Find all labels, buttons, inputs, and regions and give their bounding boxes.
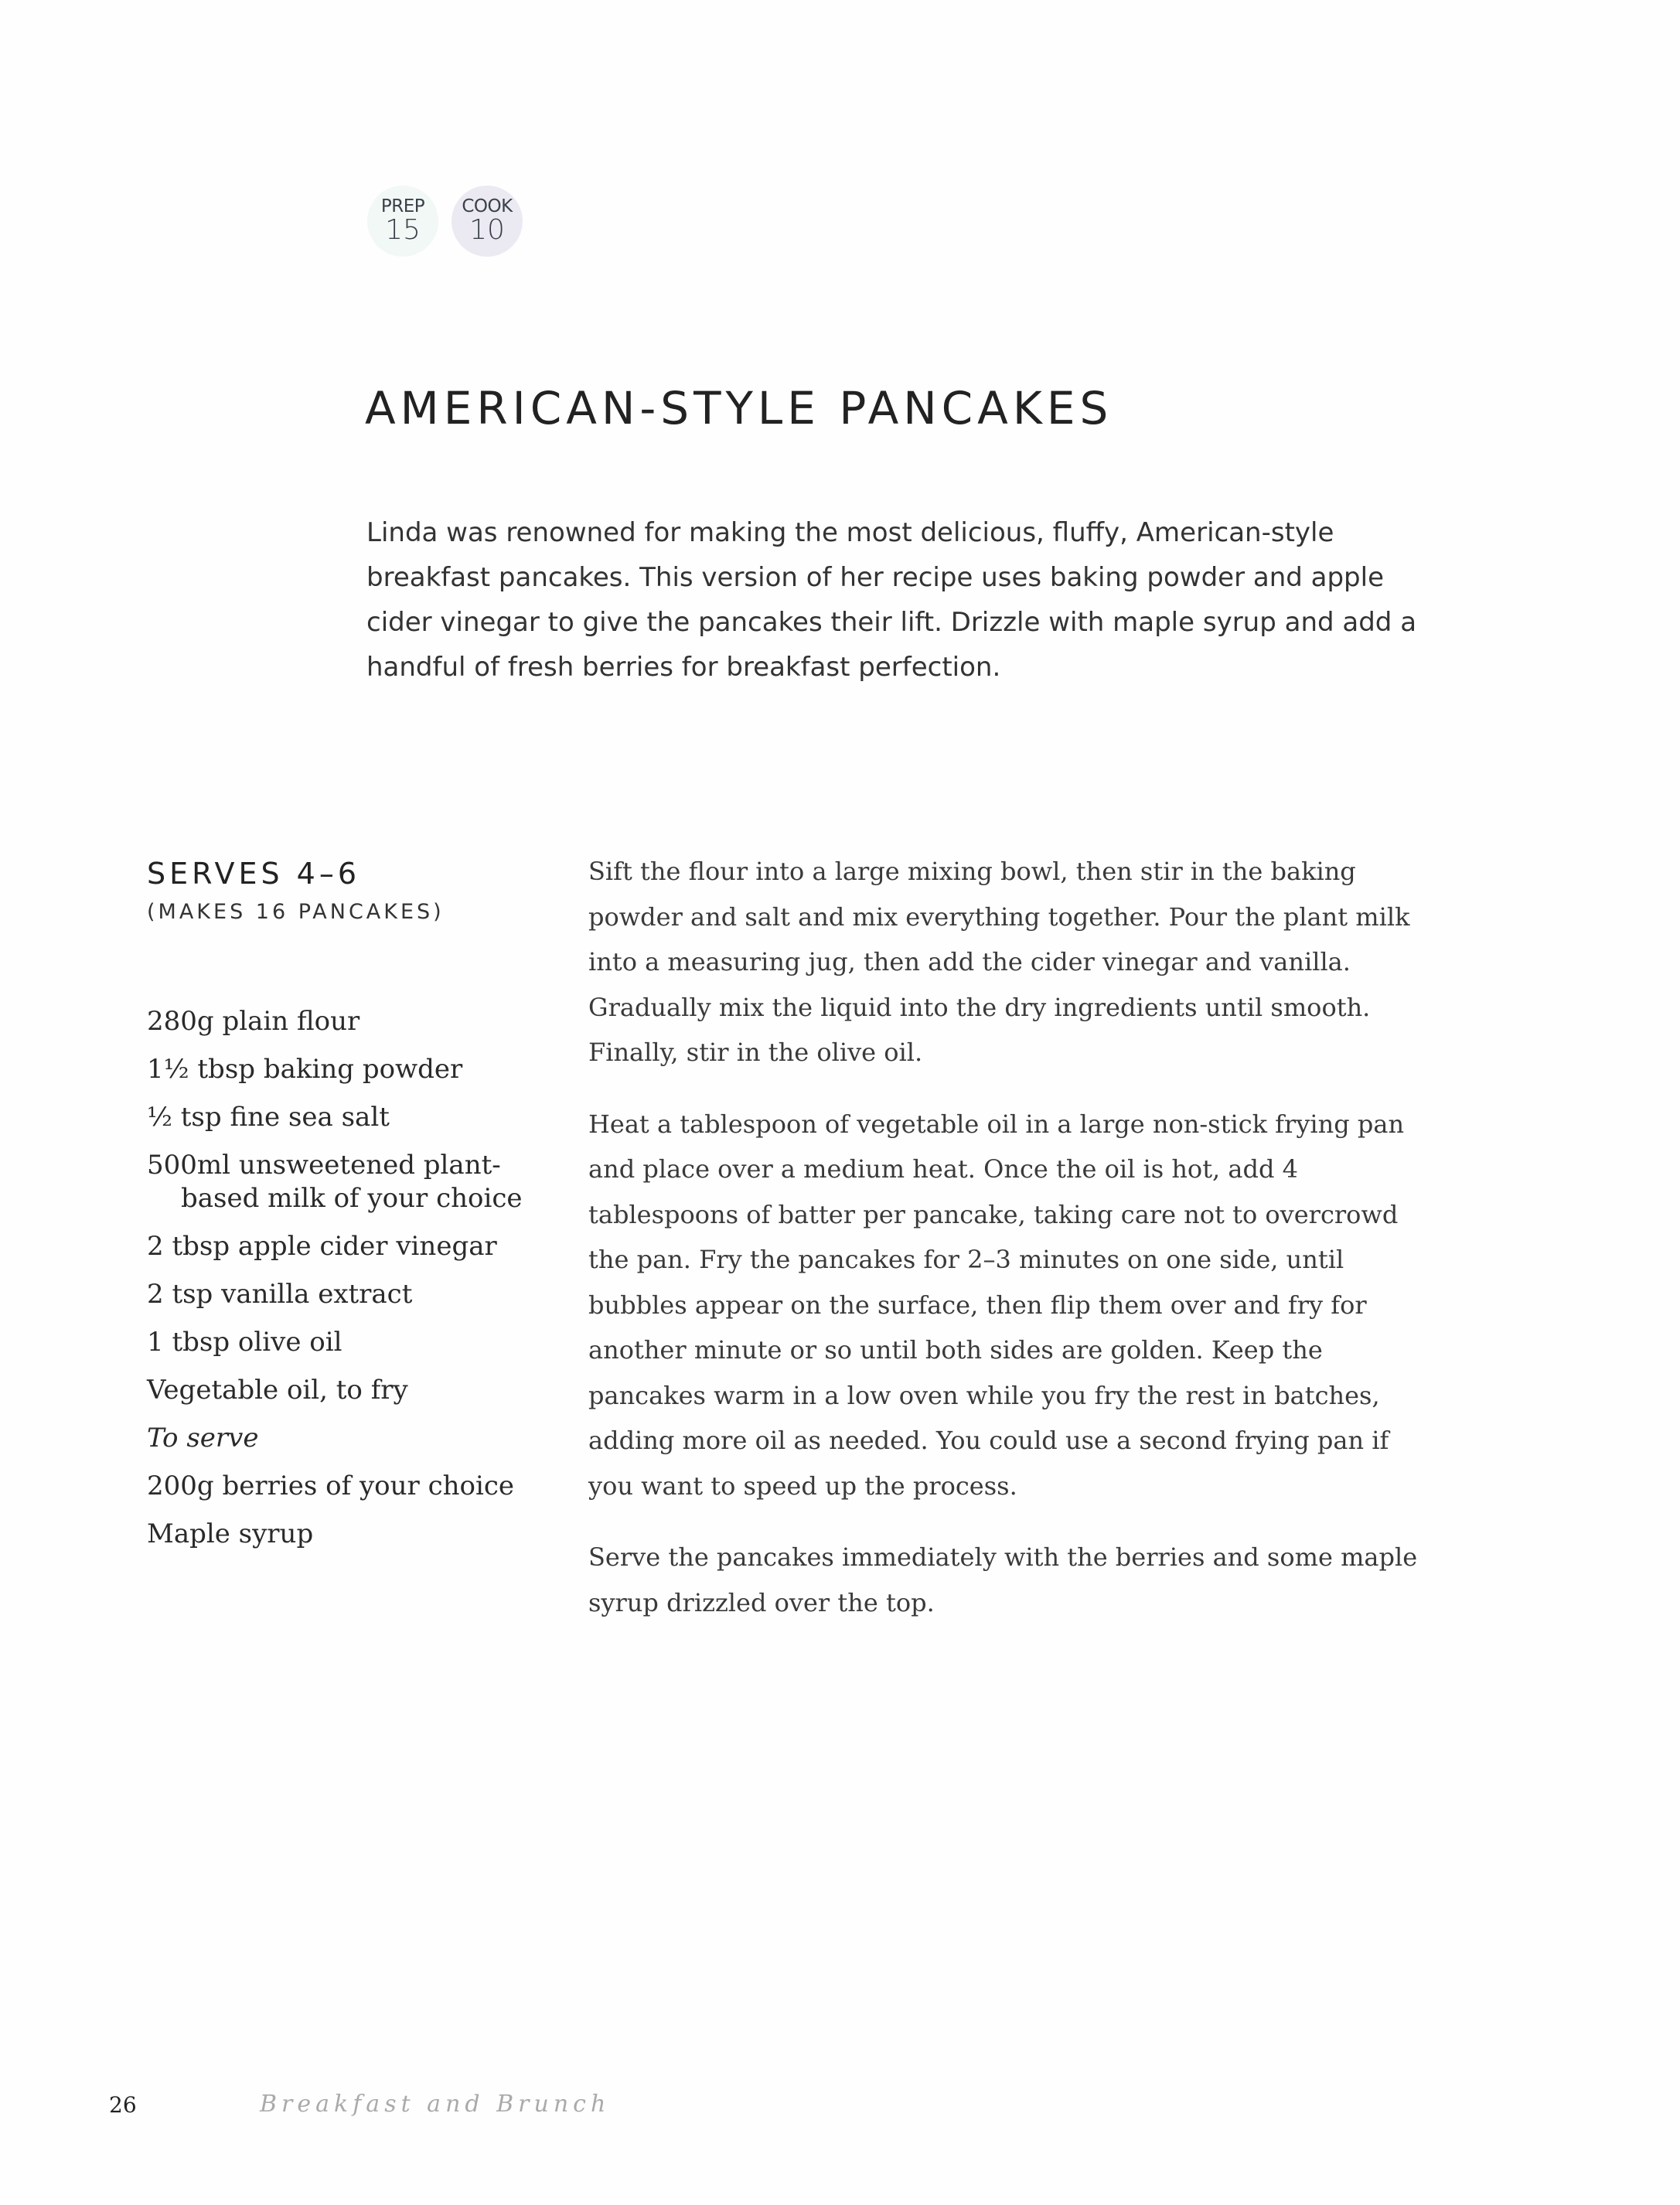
ingredient-item: 1½ tbsp baking powder [147, 1054, 463, 1085]
serves-heading: SERVES 4–6 [147, 857, 361, 891]
ingredient-list [147, 1005, 549, 1566]
cook-label: COOK [462, 196, 513, 216]
serve-item: 200g berries of your choice [147, 1471, 515, 1501]
prep-label: PREP [380, 196, 425, 216]
prep-time-badge [367, 186, 438, 257]
to-serve-heading: To serve [147, 1423, 259, 1454]
ingredient-item: 280g plain flour [147, 1006, 360, 1037]
ingredient-item: Vegetable oil, to fry [147, 1375, 408, 1406]
ingredient-item: 500ml unsweetened plant-based milk of your choice [147, 1150, 523, 1214]
section-name: Breakfast and Brunch [260, 2091, 611, 2118]
cook-time-badge [452, 186, 523, 257]
ingredient-item: 2 tsp vanilla extract [147, 1279, 413, 1310]
prep-value: 15 [385, 214, 421, 246]
method-step: Sift the flour into a large mixing bowl, then stir in the baking powder and salt and mix everything together. Pour the plant milk into a measuring jug, then add the cider vinegar and vanilla. Gradually mix the liquid into the dry ingredients until smooth. Finally, stir in the olive oil. [588, 857, 1410, 1067]
cook-value: 10 [469, 214, 505, 246]
makes-count: (MAKES 16 PANCAKES) [147, 900, 445, 924]
method-step: Heat a tablespoon of vegetable oil in a large non-stick frying pan and place over a medium heat. Once the oil is hot, add 4 tablespoons of batter per pancake, taking care not to overcrowd the pan. Fry the pancakes for 2–3 minutes on one side, until bubbles appear on the surface, then flip them over and fry for another minute or so until both sides are golden. Keep the pancakes warm in a low oven while you fry the rest in batches, adding more oil as needed. You could use a second frying pan if you want to speed up the process. [588, 1109, 1405, 1501]
method-steps [588, 849, 1423, 1651]
ingredient-item: 1 tbsp olive oil [147, 1327, 342, 1358]
recipe-title: AMERICAN-STYLE PANCAKES [365, 382, 1113, 435]
ingredient-item: 2 tbsp apple cider vinegar [147, 1231, 497, 1262]
ingredient-item: ½ tsp fine sea salt [147, 1102, 390, 1133]
page-number: 26 [109, 2092, 137, 2118]
method-step: Serve the pancakes immediately with the berries and some maple syrup drizzled over the top. [588, 1542, 1418, 1617]
recipe-intro: Linda was renowned for making the most delicious, fluffy, American-style breakfast pancakes. This version of her recipe uses baking powder and apple cider vinegar to give the pancakes their lift. Drizzle with maple syrup and add a handful of fresh berries for breakfast perfection. [366, 517, 1417, 683]
serve-item: Maple syrup [147, 1518, 314, 1549]
